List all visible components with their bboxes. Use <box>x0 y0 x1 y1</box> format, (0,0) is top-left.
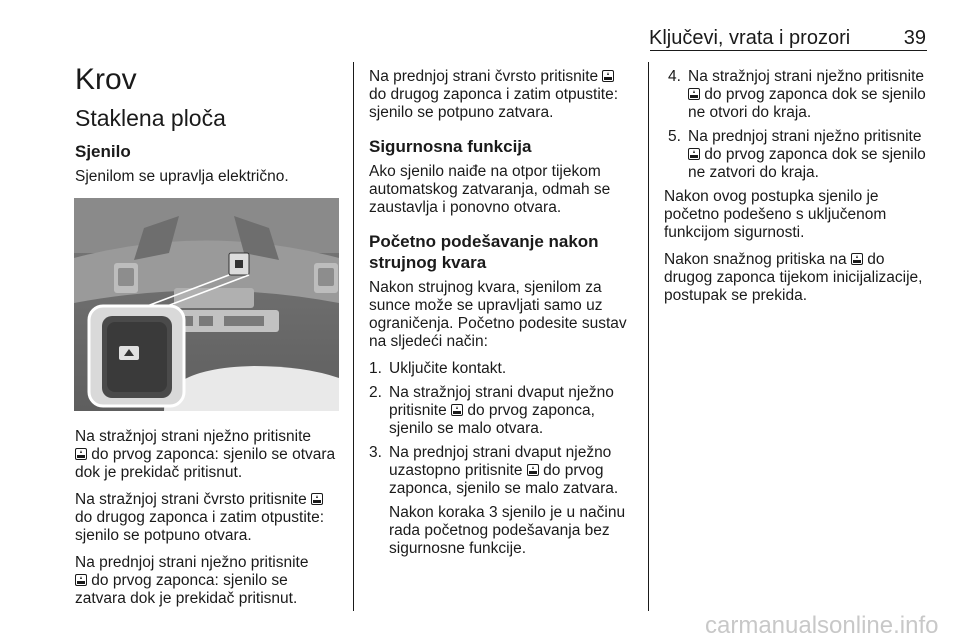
paragraph: Na prednjoj strani čvrsto pritisnite do drugog zaponca i zatim otpustite: sjenilo se potpuno zatvara. <box>369 68 619 121</box>
sunroof-button-icon <box>851 253 863 265</box>
sunroof-button-icon <box>527 464 539 476</box>
subsection-title: Staklena ploča <box>75 105 226 131</box>
paragraph: Ako sjenilo naiđe na otpor tijekom automatskog zatvaranja, odmah se zaustavlja i ponovno otvara. <box>369 163 611 216</box>
sunroof-button-icon <box>688 148 700 160</box>
column-divider-1 <box>353 62 354 611</box>
topic-title: Sjenilo <box>75 142 131 161</box>
sunroof-button-icon <box>688 88 700 100</box>
sunroof-button-icon <box>602 70 614 82</box>
sunroof-button-icon <box>75 448 87 460</box>
list-item: 5. Na prednjoj strani nježno pritisnite do prvog zaponca dok se sjenilo ne zatvori do kraja. <box>668 128 926 181</box>
paragraph: Nakon strujnog kvara, sjenilom za sunce može se upravljati samo uz ograničenja. Početno podesite sustav na sljedeći način: <box>369 279 627 350</box>
paragraph: Nakon snažnog pritiska na do drugog zaponca tijekom inicijalizacije, postupak se prekida. <box>664 251 923 304</box>
sunroof-button-icon <box>451 404 463 416</box>
header-rule <box>650 50 927 51</box>
list-item: 2. Na stražnjoj strani dvaput nježno pritisnite do prvog zaponca, sjenilo se malo otvara. <box>369 384 614 437</box>
page-number: 39 <box>903 27 926 49</box>
list-item: 3. Na prednjoj strani dvaput nježno uzastopno pritisnite do prvog zaponca, sjenilo se malo zatvara. <box>369 444 619 497</box>
column-2 <box>369 68 634 564</box>
section-title: Krov <box>75 63 137 96</box>
list-item: 4. Na stražnjoj strani nježno pritisnite do prvog zaponca dok se sjenilo ne otvori do kraja. <box>668 68 926 121</box>
heading-init: Početno podešavanje nakon strujnog kvara <box>369 232 599 272</box>
paragraph: Na stražnjoj strani čvrsto pritisnite do drugog zaponca i zatim otpustite: sjenilo se potpuno otvara. <box>75 491 325 544</box>
sunroof-button-icon <box>311 493 323 505</box>
list-item: 1. Uključite kontakt. <box>369 360 507 377</box>
column-1 <box>75 62 340 195</box>
step-note: Nakon koraka 3 sjenilo je u načinu rada početnog podešavanja bez sigurnosne funkcije. <box>389 504 626 557</box>
sunroof-button-icon <box>75 574 87 586</box>
paragraph: Nakon ovog postupka sjenilo je početno podešeno s uključenom funkcijom sigurnosti. <box>664 188 887 241</box>
column-1-lower <box>75 428 340 617</box>
watermark: carmanualsonline.info <box>705 612 939 639</box>
paragraph: Na prednjoj strani nježno pritisnite do prvog zaponca: sjenilo se zatvara dok je prekidač pritisnut. <box>75 554 309 607</box>
intro-text: Sjenilom se upravlja električno. <box>75 168 289 185</box>
column-divider-2 <box>648 62 649 611</box>
column-3 <box>664 68 929 314</box>
paragraph: Na stražnjoj strani nježno pritisnite do prvog zaponca: sjenilo se otvara dok je prekidač pritisnut. <box>75 428 336 481</box>
heading-safety: Sigurnosna funkcija <box>369 137 532 156</box>
sunroof-switch-photo <box>74 198 339 411</box>
running-title: Ključevi, vrata i prozori <box>649 27 851 49</box>
